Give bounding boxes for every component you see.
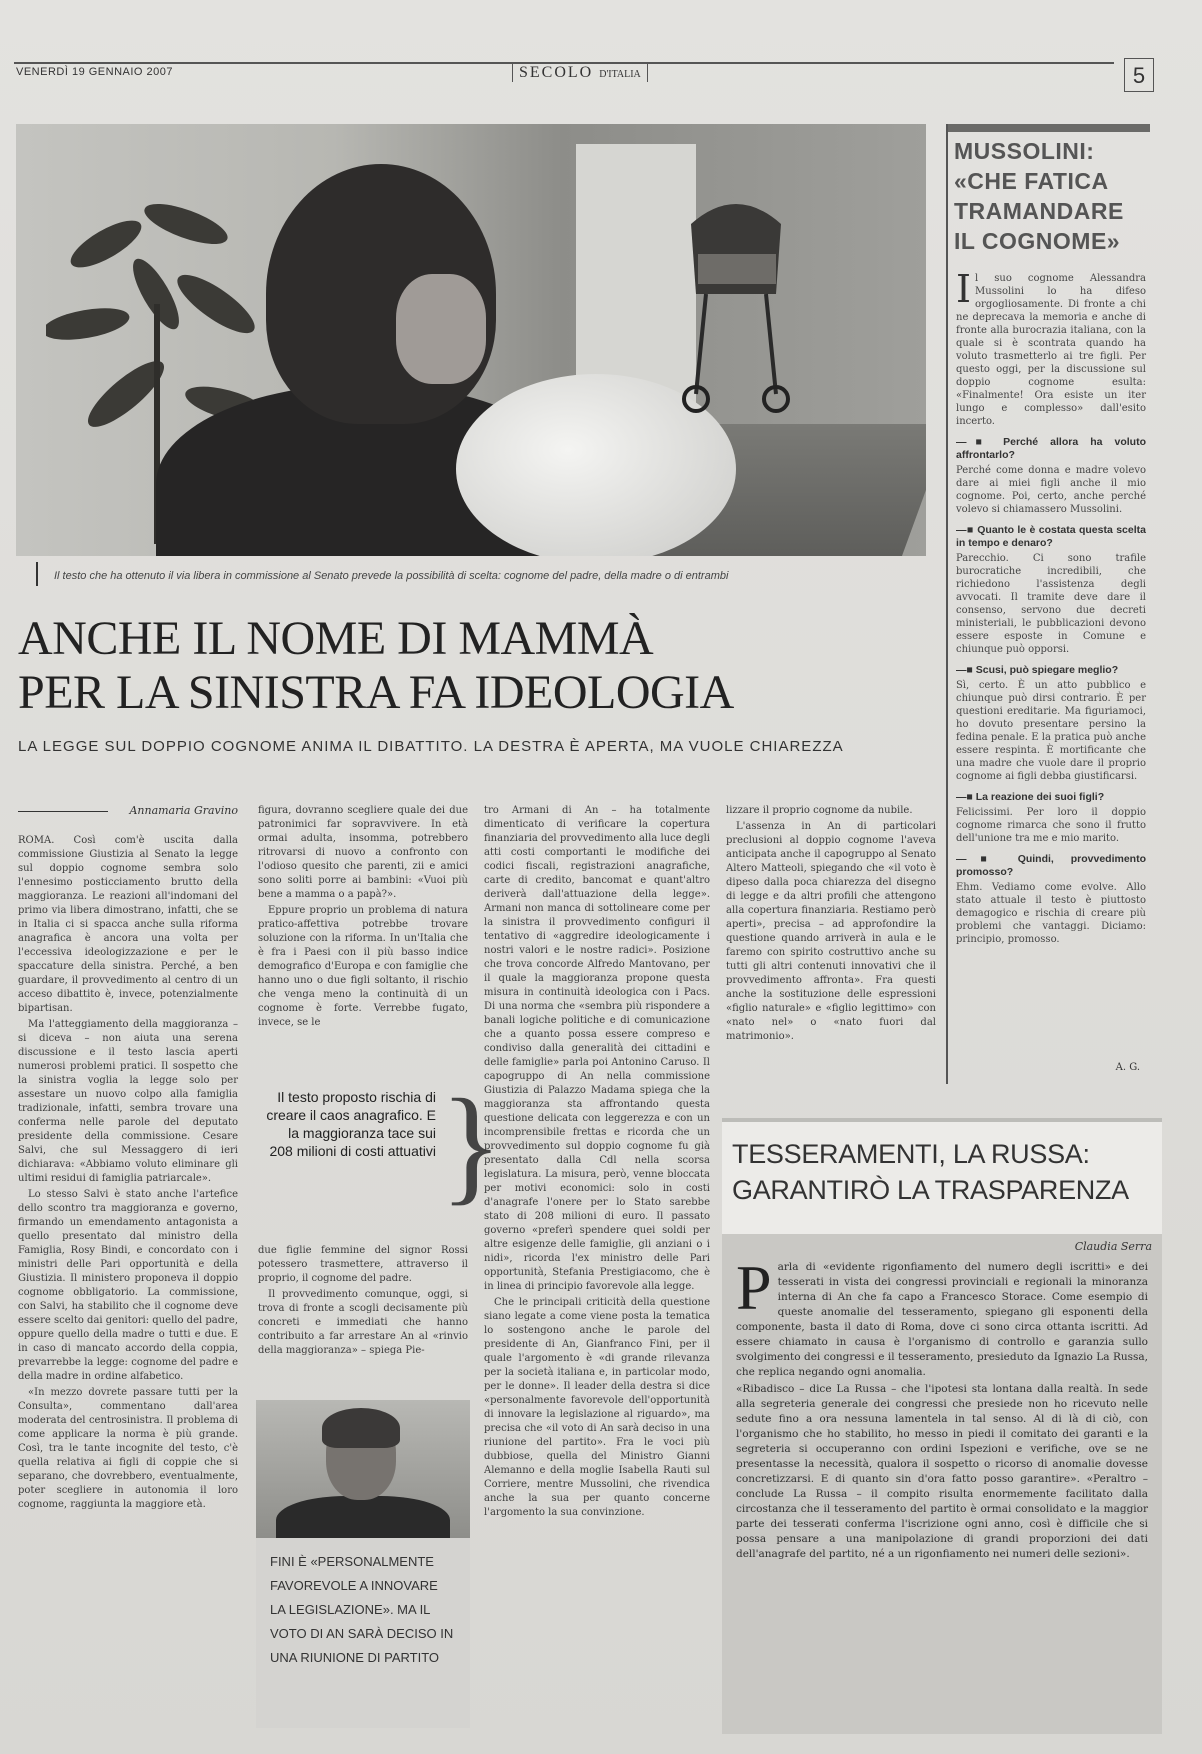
box-title-line-1: TESSERAMENTI, LA RUSSA: (732, 1139, 1090, 1169)
sidebar-top-bar (948, 124, 1150, 132)
interview-question: —■ Quindi, provvedimento promosso? (956, 853, 1146, 879)
sidebar-body (956, 267, 1147, 954)
interview-question: —■ Perché allora ha voluto affrontarlo? (956, 436, 1146, 462)
paragraph: Eppure proprio un problema di natura pratico-affettiva potrebbe trovare soluzione con la riforma. In un'Italia che è fra i Paesi con il più basso indice demografico d'Europa e con famiglie che hanno uno o due figli soltanto, il rischio che venga meno la continuità di un cognome è forte. Verrebbe fugato, invece, se le (258, 905, 468, 1028)
box-header (722, 1122, 1162, 1234)
paragraph: Ma l'atteggiamento della maggioranza – si diceva – non aiuta una serena discussione e il testo lascia aperti numerosi problemi pratici. Il sospetto che la sinistra voglia la legge solo per assestare un nuovo colpo alla famiglia tradizionale, infatti, sembra trovare una conferma nelle parole del deputato presidente della commissione. Cesare Salvi, che sul Messaggero di ieri dichiarava: «Abbiamo voluto eliminare gli ultimi residui di famiglia patriarcale». (18, 1019, 238, 1184)
paragraph: «In mezzo dovrete passare tutti per la Consulta», commentano dall'area moderata del centrosinistra. Il problema di come applicare la norma è più grande. Così, tra le tante incognite del testo, c'è quella relativa ai figli di coppie che si separano, che dovrebbero, eventualmente, poter scegliere in autonomia il loro cognome, raggiunta la maggiore età. (18, 1387, 238, 1510)
article-column-3 (484, 804, 710, 1734)
sidebar-signature: A. G. (1115, 1062, 1140, 1073)
page-number: 5 (1124, 58, 1154, 92)
interview-answer: Felicissimi. Per loro il doppio cognome rimarca che sono il frutto dell'unione tra me e mio marito. (956, 807, 1146, 844)
portrait-suit (276, 1496, 450, 1538)
interview-answer: Parecchio. Ci sono trafile burocratiche incredibili, che richiedono l'assistenza degli avvocati. Il tramite deve dare il consenso, servono due decreti ministeriali, le pubblicazioni devono essere esposte in Comune e chiunque può opporsi. (956, 553, 1146, 655)
interview-answer: Ehm. Vediamo come evolve. Allo stato attuale il testo è piuttosto demagogico e rischia di creare più problemi che vantaggi. Diciamo: principio, promosso. (956, 882, 1146, 945)
article-column-2-top (258, 804, 468, 1032)
paragraph (736, 1252, 1148, 1380)
paragraph: figura, dovranno scegliere quale dei due patronimici far sopravvivere. In età ormai adulta, insomma, potrebbero ritrovarsi di nuovo a confronto con l'odioso quesito che parenti, zii e amici sono soliti porre ai bambini: «Vuoi più bene a mamma o a papà?». (258, 805, 468, 900)
main-photo (16, 124, 926, 556)
sidebar-intro-text: l suo cognome Alessandra Mussolini lo ha difeso orgogliosamente. Di fronte a chi ne deprecava la memoria e anche di fronte alla burocrazia italiana, con la quale si è scontrata quando ha voluto trasmetterlo ai tre figli. Per questo oggi, per la discussione sul doppio cognome esulta: «Finalmente! Ora esiste un iter lungo e complesso» dall'esito incerto. (956, 273, 1146, 427)
pull-quote: Il testo proposto rischia di creare il caos anagrafico. E la maggioranza tace sui 208 milioni di costi attuativi (266, 1089, 436, 1159)
paragraph: ROMA. Così com'è uscita dalla commissione Giustizia al Senato la legge sul doppio cognome sembra solo l'ennesimo posticciamento brutto della maggioranza. Le reazioni all'indomani del primo via libera dimostrano, infatti, che se in Italia ci si spacca anche sulla riforma anagrafica è ancora una volta per l'eccessiva ideologizzazione e per le spaccature della sinistra. Perché, a ben guardare, il provvedimento al centro di un acceso dibattito è, invece, potenzialmente bipartisan. (18, 835, 238, 1014)
newspaper-name-main: SECOLO (519, 64, 594, 81)
stroller-illustration (676, 184, 796, 424)
interview-question: —■ Quanto le è costata questa scelta in tempo e denaro? (956, 524, 1146, 550)
issue-date: VENERDÌ 19 GENNAIO 2007 (16, 66, 174, 78)
portrait-hair (322, 1408, 400, 1448)
portrait-caption: FINI È «PERSONALMENTE FAVOREVOLE A INNOVARE LA LEGISLAZIONE». MA IL VOTO DI AN SARÀ DECISO IN UNA RIUNIONE DI PARTITO (256, 1538, 470, 1728)
interview-answer: Sì, certo. È un atto pubblico e chiunque può dirsi contrario. È per questioni ereditarie. Ma figuriamoci, ho dovuto presentare persino la fedina penale. E la pratica può anche essere respinta. È mortificante che una madre che vuole dare il proprio cognome ai figli debba giustificarsi. (956, 680, 1146, 782)
tesseramenti-box (722, 1118, 1162, 1734)
caption-marker (36, 562, 38, 586)
politician-portrait (256, 1400, 470, 1538)
article-column-4 (726, 804, 936, 1046)
sidebar-intro (956, 267, 1146, 428)
headline-line-1: ANCHE IL NOME DI MAMMÀ (18, 612, 654, 665)
box-drop-cap: P (736, 1252, 772, 1323)
box-title-line-2: GARANTIRÒ LA TRASPARENZA (732, 1175, 1129, 1205)
box-paragraph-2: «Ribadisco – dice La Russa – che l'ipotesi sta lontana dalla realtà. In sede alla segreteria generale dei congressi che presiede non ho ricevuto nelle sedute fino a ora nessuna lamentela in tal senso. Al di là di ciò, con l'organismo che ho stabilito, ho messo in piedi il comitato dei garanti e la segreteria si occuperanno con ordini Ispezioni e verifiche, ove se ne presentasse la necessità, qualora il sospetto o ricorso di anomalie dovesse concretizzarsi. E di quanto sin d'ora fatto posso garantire». «Peraltro – conclude La Russa – il compito risulta enormemente facilitato dalla circostanza che il tesseramento del partito è ormai consolidato e la maggior parte dei tesserati conferma l'iscrizione ogni anno, così è difficile che si possa pensare a una manipolazione di grandi proporzioni dei dati dell'anagrafe del partito, né a un rigonfiamento nei numeri delle sezioni». (736, 1383, 1148, 1560)
headline-line-2: PER LA SINISTRA FA IDEOLOGIA (18, 666, 734, 719)
article-byline: Annamaria Gravino (18, 804, 238, 817)
article-column-2-bottom (258, 1244, 468, 1360)
newspaper-name-sub: D'ITALIA (599, 69, 641, 80)
paragraph: lizzare il proprio cognome da nubile. (726, 805, 913, 816)
paragraph: due figlie femmine del signor Rossi potessero trasmettere, attraverso il proprio, il cognome del padre. (258, 1245, 468, 1284)
article-column-1 (18, 834, 238, 1514)
paragraph: L'assenza in An di particolari preclusioni al doppio cognome l'aveva anticipata anche il capogruppo al Senato Altero Matteoli, spiegando che «il voto è dipeso dalla poca chiarezza del disegno di legge e da altri profili che attengono alla copertura finanziaria. Restiamo però aperti», precisa – ad approfondire la questione quando arriverà in aula e le faremo con spirito costruttivo anche su tutti gli altri contenuti innovativi che il provvedimento affronta». Fra questi anche la sostituzione delle espressioni «figlio naturale» e «figlio legittimo» con «nato nel» o «nato fuori dal matrimonio». (726, 821, 936, 1042)
pull-quote-brace: } (440, 1073, 503, 1217)
box-byline: Claudia Serra (1074, 1240, 1152, 1253)
article-headline (18, 612, 928, 720)
interview-question: —■ La reazione dei suoi figli? (956, 791, 1146, 804)
masthead (14, 58, 1164, 98)
interview-question: —■ Scusi, può spiegare meglio? (956, 664, 1146, 677)
mussolini-interview-sidebar (946, 124, 1148, 1084)
paragraph: tro Armani di An – ha totalmente dimenticato di verificare la copertura finanziaria del provvedimento alla luce degli atti costi comportanti le modifiche dei codici fiscali, registrazioni anagrafiche, carte di credito, bancomat e quant'altro deriverà dall'attuazione della legge». Armani non manca di sottolineare come per la sinistra il provvedimento configuri il tentativo di «aggredire ideologicamente i nostri valori e le nostre radici». Posizione che trova concorde Alfredo Mantovano, per il quale la maggioranza propone questa misura in continuità ideologica con i Pacs. Di una norma che «sembra più rispondere a banali logiche politiche e di comunicazione che a quanto possa essere compreso e condiviso dalla generalità dei cittadini e delle famiglie» parla poi Antonino Caruso. Il capogruppo di An nella commissione Giustizia di Palazzo Madama spiega che la maggioranza sta affrontando questa questione delicata con leggerezza e con un incomprensibile frettas e ricorda che un provvedimento sul doppio cognome fu già presentato dalla Cdl nella scorsa legislatura. La misura, però, venne bloccata per motivi economici: solo in costi d'anagrafe l'onere per lo Stato sarebbe stato di 208 milioni di euro. Il passato governo «preferì spendere quei soldi per altre esigenze delle famiglie, gli anziani o i nidi», ricorda l'ex ministro delle Pari opportunità, Stefania Prestigiacomo, che è in linea di principio favorevole alla legge. (484, 805, 710, 1292)
article-subhead: LA LEGGE SUL DOPPIO COGNOME ANIMA IL DIBATTITO. LA DESTRA È APERTA, MA VUOLE CHIAREZZA (18, 738, 844, 755)
sidebar-drop-cap: I (956, 267, 972, 311)
paragraph: Lo stesso Salvi è stato anche l'artefice dello scontro tra maggioranza e governo, firmando un emendamento antagonista a quello presentato dal ministro della Famiglia, Rosy Bindi, e concordato con i ministri delle Pari opportunità e della Giustizia. Il ministero proponeva il doppio cognome obbligatorio. La commissione, con Salvi, ha stabilito che il cognome deve essere scelto dai genitori: quello del padre, oppure quello della madre o tutti e due. E in caso di mancato accordo della coppia, prevarrebbe la legge: cognome del padre e della madre in ordine alfabetico. (18, 1189, 238, 1382)
paragraph: Il provvedimento comunque, oggi, si trova di fronte a scogli decisamente più concreti e immediati che hanno contribuito a far arrestare An al «rinvio della maggioranza» – spiega Pie- (258, 1289, 468, 1356)
box-paragraph-1: arla di «evidente rigonfiamento del numero degli iscritti» e dei tesserati in vista dei congressi provinciali e regionali la minoranza interna di An che fa capo a Francesco Storace. Come esempio di queste anomalie del tesseramento, spiegano gli esponenti della componente, basta il dato di Roma, dove ci sono circa ottanta iscritti. Ad essere chiamato in causa è l'organismo di controllo e garanzia sullo svolgimento dei congressi e il tesseramento, presieduto da Ignazio La Russa, che replica negando ogni anomalia. (736, 1261, 1148, 1378)
paragraph: Che le principali criticità della questione siano legate a come viene posta la tematica lo sostengono anche le parole del presidente di An, Gianfranco Fini, per il quale l'argomento è «di grande rilevanza per la società italiana e, in particolar modo, per le donne». Il leader della destra si dice «personalmente favorevole dell'opportunità di innovare la legislazione al riguardo», ma precisa che «il voto di An sarà deciso in una riunione del partito». Fra le voci più dubbiose, quella del Ministro Gianni Alemanno e della moglie Isabella Rauti sul Corriere, mentre Mussolini, che rivendica anche la sua per quanto concerne l'argomento la sua convinzione. (484, 1297, 710, 1518)
box-body (736, 1252, 1148, 1564)
interview-answer: Perché come donna e madre volevo dare ai miei figli anche il mio cognome. Poi, certo, anche perché volevo si chiamassero Mussolini. (956, 465, 1146, 515)
sidebar-title: MUSSOLINI: «CHE FATICA TRAMANDARE IL COGNOME» (954, 138, 1124, 254)
photo-caption: Il testo che ha ottenuto il via libera in commissione al Senato prevede la possibilità di scelta: cognome del padre, della madre o di entrambi (54, 570, 729, 582)
newspaper-name (512, 64, 648, 82)
photo-mother-face (396, 274, 486, 384)
